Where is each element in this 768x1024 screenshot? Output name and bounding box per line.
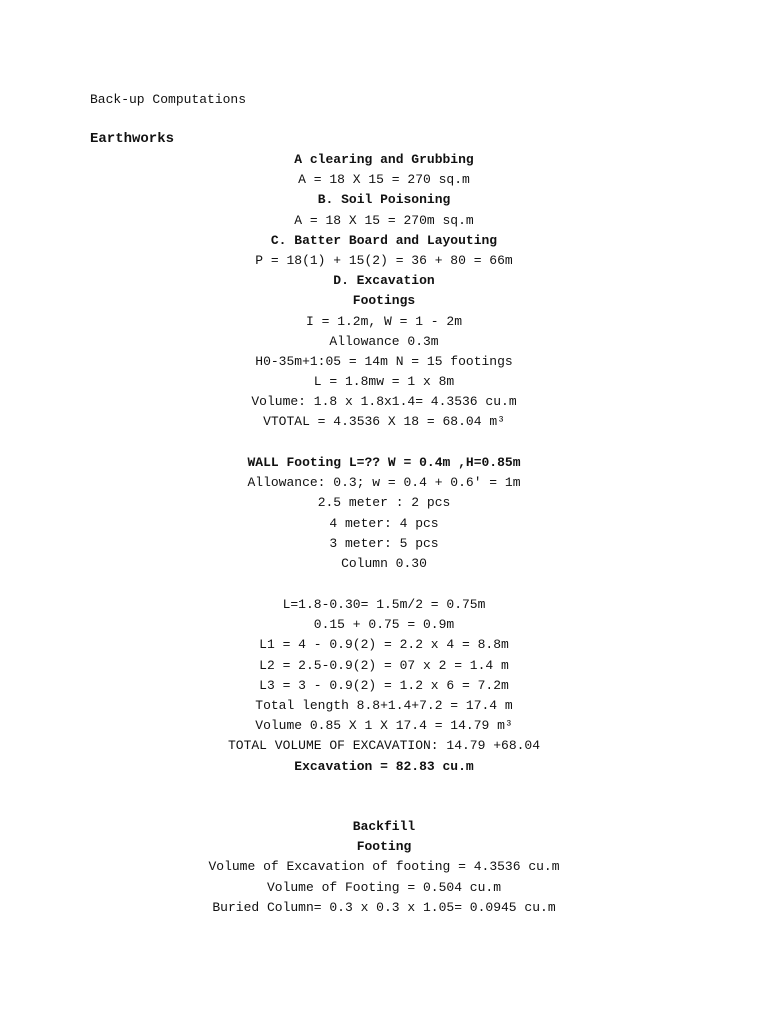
document-line: L2 = 2.5-0.9(2) = 07 x 2 = 1.4 m xyxy=(259,657,509,673)
document-line: A = 18 X 15 = 270 sq.m xyxy=(298,172,470,188)
document-line: WALL Footing L=?? W = 0.4m ,H=0.85m xyxy=(247,455,521,470)
document-line: L = 1.8mw = 1 x 8m xyxy=(313,374,455,390)
document-line: Volume of Excavation of footing = 4.3536 cu.m xyxy=(208,859,560,875)
document-line: 2.5 meter : 2 pcs xyxy=(317,495,451,511)
document-line: Allowance: 0.3; w = 0.4 + 0.6' = 1m xyxy=(247,475,521,491)
wall-calculation-block xyxy=(0,595,768,777)
document-line: I = 1.2m, W = 1 - 2m xyxy=(305,313,463,329)
earthworks-block xyxy=(0,150,768,433)
section-heading-earthworks: Earthworks xyxy=(90,131,175,147)
document-line: Buried Column= 0.3 x 0.3 x 1.05= 0.0945 cu.m xyxy=(212,899,556,915)
document-line: 4 meter: 4 pcs xyxy=(329,515,439,531)
document-line: 3 meter: 5 pcs xyxy=(329,535,439,551)
wall-footing-block xyxy=(0,453,768,574)
document-line: Allowance 0.3m xyxy=(329,333,439,349)
document-line: B. Soil Poisoning xyxy=(317,192,451,208)
document-line: Excavation = 82.83 cu.m xyxy=(294,758,474,774)
document-line: C. Batter Board and Layouting xyxy=(270,232,498,248)
document-title: Back-up Computations xyxy=(90,92,247,107)
document-line: A clearing and Grubbing xyxy=(294,152,474,167)
document-line: L3 = 3 - 0.9(2) = 1.2 x 6 = 7.2m xyxy=(259,677,509,693)
document-line: Volume: 1.8 x 1.8x1.4= 4.3536 cu.m xyxy=(251,394,517,410)
document-line: H0-35m+1:05 = 14m N = 15 footings xyxy=(255,353,513,369)
document-line: Column 0.30 xyxy=(341,555,427,571)
document-line: Volume 0.85 X 1 X 17.4 = 14.79 m³ xyxy=(255,718,513,734)
document-line: P = 18(1) + 15(2) = 36 + 80 = 66m xyxy=(255,252,513,268)
backfill-block xyxy=(0,817,768,918)
document-line: Total length 8.8+1.4+7.2 = 17.4 m xyxy=(255,697,513,713)
document-line: A = 18 X 15 = 270m sq.m xyxy=(294,212,474,228)
document-line: L1 = 4 - 0.9(2) = 2.2 x 4 = 8.8m xyxy=(259,637,509,653)
document-line: Footing xyxy=(356,839,412,855)
document-line: L=1.8-0.30= 1.5m/2 = 0.75m xyxy=(282,597,486,612)
document-line: 0.15 + 0.75 = 0.9m xyxy=(313,617,455,633)
document-line: D. Excavation xyxy=(333,273,435,289)
document-line: TOTAL VOLUME OF EXCAVATION: 14.79 +68.04 xyxy=(227,738,541,754)
document-line: Backfill xyxy=(352,819,416,834)
document-line: Volume of Footing = 0.504 cu.m xyxy=(266,879,502,895)
document-line: Footings xyxy=(352,293,416,309)
document-line: VTOTAL = 4.3536 X 18 = 68.04 m³ xyxy=(263,414,505,430)
